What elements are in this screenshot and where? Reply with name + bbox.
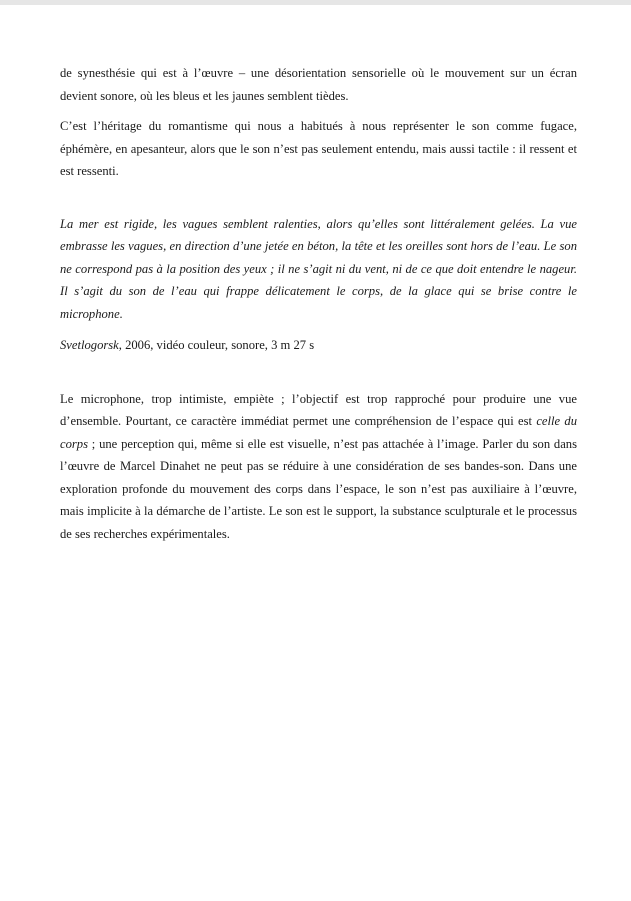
work-title: Svetlogorsk — [60, 338, 119, 352]
work-details: , 2006, vidéo couleur, sonore, 3 m 27 s — [118, 338, 315, 352]
quote-paragraph: La mer est rigide, les vagues semblent ralenties, alors qu’elles sont littéralement gelées. La vue embrasse les vagues, en direction d’une jetée en béton, la tête et les oreilles sont hors de l’eau. Le son ne correspond pas à la position des yeux ; il ne s’agit ni du vent, ni de ce que doit entendre le nageur. Il s’agit du son de l’eau qui frappe délicatement le corps, de la glace qui se brise contre le microphone. — [60, 216, 577, 321]
work-caption — [60, 334, 577, 357]
paragraph-microphone-emphasis: celle du corps — [60, 414, 578, 451]
document-page — [60, 62, 577, 545]
paragraph-romanticism: C’est l’héritage du romantisme qui nous a habitués à nous représenter le son comme fugace, éphémère, en apesanteur, alors que le son n’est pas seulement entendu, mais aussi tactile : il ressent et est ressenti. — [60, 119, 577, 178]
paragraph-synesthesia: de synesthésie qui est à l’œuvre – une désorientation sensorielle où le mouvement sur un écran devient sonore, où les bleus et les jaunes semblent tièdes. — [60, 66, 577, 103]
paragraph-microphone-part2: ; une perception qui, même si elle est visuelle, n’est pas attachée à l’image. Parler du son dans l’œuvre de Marcel Dinahet ne peut pas se réduire à une considération de ses bandes-son. Dans une exploration profonde du mouvement des corps dans l’espace, le son n’est pas auxiliaire à l’œuvre, mais implicite à la démarche de l’artiste. Le son est le support, la substance sculpturale et le processus de ses recherches expérimentales. — [60, 436, 577, 541]
paragraph-microphone-part1: Le microphone, trop intimiste, empiète ; l’objectif est trop rapproché pour produire une vue d’ensemble. Pourtant, ce caractère immédiat permet une compréhension de l’espace qui est — [60, 391, 577, 428]
top-edge-strip — [0, 0, 631, 5]
paragraph-microphone — [60, 388, 577, 546]
